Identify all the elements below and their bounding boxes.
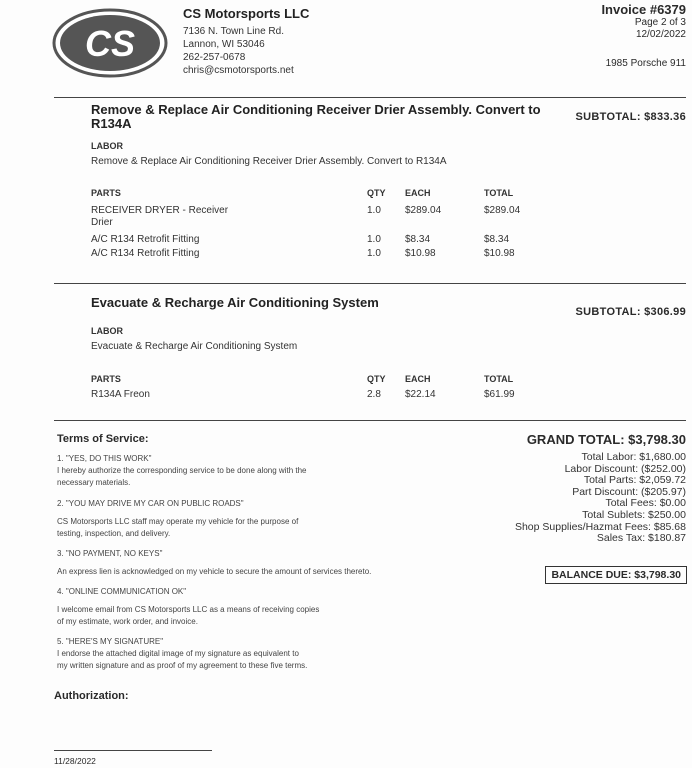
total-header: TOTAL [484, 374, 514, 384]
labor-label: LABOR [91, 326, 123, 336]
company-logo [52, 6, 168, 78]
divider [54, 420, 686, 421]
company-address-2: Lannon, WI 53046 [183, 39, 265, 50]
part-total: $289.04 [484, 205, 521, 216]
part-each: $22.14 [405, 389, 436, 400]
signature-date: 11/28/2022 [54, 756, 96, 766]
part-name: R134A Freon [91, 389, 150, 400]
part-name: RECEIVER DRYER - Receiver Drier [91, 205, 229, 228]
logo-text: CS [84, 23, 136, 64]
service-subtotal: SUBTOTAL: $833.36 [575, 111, 686, 123]
part-total: $10.98 [484, 248, 515, 259]
parts-header: PARTS [91, 188, 121, 198]
part-each: $289.04 [405, 205, 442, 216]
part-name: A/C R134 Retrofit Fitting [91, 248, 200, 259]
terms-heading: Terms of Service: [57, 433, 149, 445]
service-title: Remove & Replace Air Conditioning Receiver Drier Assembly. Convert to R134A [91, 102, 541, 131]
divider [54, 283, 686, 284]
each-header: EACH [405, 374, 431, 384]
each-header: EACH [405, 188, 431, 198]
qty-header: QTY [367, 374, 386, 384]
total-header: TOTAL [484, 188, 514, 198]
signature-line [54, 750, 212, 751]
service-title: Evacuate & Recharge Air Conditioning System [91, 295, 379, 310]
total-sublets: Total Sublets: $250.00 [582, 508, 686, 521]
part-discount: Part Discount: ($205.97) [572, 485, 686, 498]
part-name: A/C R134 Retrofit Fitting [91, 234, 200, 245]
company-address-1: 7136 N. Town Line Rd. [183, 26, 284, 37]
sales-tax: Sales Tax: $180.87 [596, 532, 686, 545]
labor-description: Remove & Replace Air Conditioning Receiver Drier Assembly. Convert to R134A [91, 156, 447, 167]
labor-label: LABOR [91, 141, 123, 151]
company-phone: 262-257-0678 [183, 52, 246, 63]
company-name: CS Motorsports LLC [183, 6, 310, 21]
part-each: $8.34 [405, 234, 431, 245]
part-total: $8.34 [484, 234, 510, 245]
shop-supplies: Shop Supplies/Hazmat Fees: $85.68 [514, 520, 686, 533]
divider [54, 97, 686, 98]
totals-breakdown [515, 452, 686, 545]
labor-description: Evacuate & Recharge Air Conditioning System [91, 341, 298, 352]
balance-due: BALANCE DUE: $3,798.30 [545, 566, 687, 584]
qty-header: QTY [367, 188, 386, 198]
authorization-label: Authorization: [54, 690, 129, 702]
part-each: $10.98 [405, 248, 436, 259]
part-total: $61.99 [484, 389, 515, 400]
part-qty: 1.0 [367, 234, 381, 245]
total-labor: Total Labor: $1,680.00 [581, 451, 686, 463]
invoice-info [601, 2, 686, 41]
parts-header: PARTS [91, 374, 121, 384]
labor-discount: Labor Discount: ($252.00) [564, 462, 686, 475]
invoice-number: Invoice #6379 [601, 2, 686, 17]
company-email: chris@csmotorsports.net [183, 65, 294, 76]
term-item: 5. "HERE'S MY SIGNATURE" I endorse the attached digital image of my signature as equivalent to my written signature and as proof of my agreement to these five terms. [57, 637, 308, 670]
part-qty: 2.8 [367, 389, 381, 400]
term-item: 3. "NO PAYMENT, NO KEYS" An express lien is acknowledged on my vehicle to secure the amount of services thereto. [57, 549, 372, 576]
term-item: 4. "ONLINE COMMUNICATION OK" I welcome email from CS Motorsports LLC as a means of receiving copies of my estimate, work order, and invoice. [57, 587, 320, 626]
company-info [183, 6, 309, 77]
grand-total: GRAND TOTAL: $3,798.30 [526, 432, 686, 447]
part-qty: 1.0 [367, 205, 381, 216]
total-parts: Total Parts: $2,059.72 [583, 474, 686, 487]
term-item: 1. "YES, DO THIS WORK" I hereby authorize the corresponding service to be done along with the necessary materials. [57, 454, 307, 487]
total-fees: Total Fees: $0.00 [605, 497, 686, 510]
page-indicator: Page 2 of 3 [634, 17, 686, 28]
vehicle: 1985 Porsche 911 [605, 58, 686, 69]
service-subtotal: SUBTOTAL: $306.99 [575, 306, 686, 318]
invoice-date: 12/02/2022 [635, 29, 686, 40]
term-item: 2. "YOU MAY DRIVE MY CAR ON PUBLIC ROADS" CS Motorsports LLC staff may operate my vehicle for the purpose of testing, inspection, and delivery. [57, 499, 299, 538]
part-qty: 1.0 [367, 248, 381, 259]
